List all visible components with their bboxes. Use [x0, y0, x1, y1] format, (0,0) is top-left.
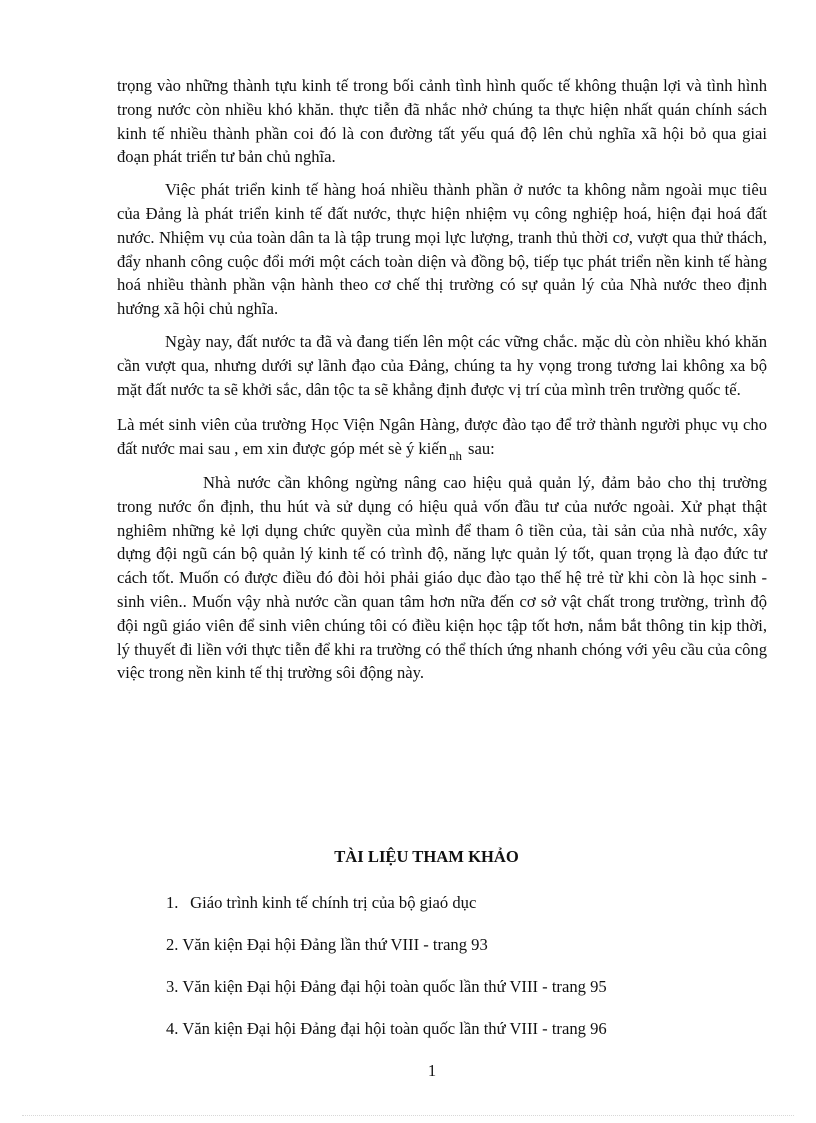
- paragraph-today: Ngày nay, đất nước ta đã và đang tiến lên một các vững chắc. mặc dù còn nhiều khó khăn cần vượt qua, nhưng dưới sự lãnh đạo của Đảng, chúng ta hy vọng trong tương lai không xa bộ mặt đất nước ta sẽ khởi sắc, dân tộc ta sẽ khẳng định được vị trí của mình trên trường quốc tế.: [117, 331, 767, 399]
- reference-item: [166, 892, 766, 934]
- student-opinion-text: Là mét sinh viên của trường Học Viện Ngân Hàng, được đào tạo để trở thành người phục vụ cho đất nước mai sau , em xin được góp mét sè ý kiến: [117, 415, 767, 459]
- reference-text: Văn kiện Đại hội Đảng đại hội toàn quốc lần thứ VIII - trang 96: [182, 1019, 607, 1038]
- student-opinion-subscript: nh: [449, 448, 463, 464]
- paragraph-achievements: trọng vào những thành tựu kinh tế trong bối cảnh tình hình quốc tế không thuận lợi và tình hình trong nước còn nhiều khó khăn. thực tiễn đã nhắc nhở chúng ta thực hiện nhất quán chính sách kinh tế nhiều thành phần coi đó là con đường tất yếu quá độ lên chủ nghĩa xã hội bỏ qua giai đoạn phát triển tư bản chủ nghĩa.: [117, 76, 767, 167]
- reference-text: Văn kiện Đại hội Đảng đại hội toàn quốc lần thứ VIII - trang 95: [182, 977, 607, 996]
- paragraph-student-opinion: [117, 413, 767, 462]
- reference-text: Văn kiện Đại hội Đảng lần thứ VIII - trang 93: [182, 935, 488, 954]
- student-opinion-tail: sau:: [468, 439, 495, 459]
- reference-item: [166, 934, 766, 976]
- page-number: 1: [427, 1061, 437, 1080]
- body-text: [117, 74, 767, 694]
- reference-number: 4.: [166, 1019, 179, 1038]
- paragraph-multi-sector-economy: Việc phát triển kinh tế hàng hoá nhiều thành phần ở nước ta không nằm ngoài mục tiêu của Đảng là phát triển kinh tế đất nước, thực hiện nhiệm vụ công nghiệp hoá, hiện đại hoá đất nước. Nhiệm vụ của toàn dân ta là tập trung mọi lực lượng, tranh thủ thời cơ, vượt qua thử thách, đẩy nhanh công cuộc đổi mới một cách toàn diện và đồng bộ, tiếp tục phát triển nền kinh tế hàng hoá nhiều thành phần vận hành theo cơ chế thị trường có sự quản lý của Nhà nước theo định hướng xã hội chủ nghĩa.: [117, 180, 767, 319]
- reference-number: 2.: [166, 935, 179, 954]
- reference-item: [166, 1018, 766, 1060]
- references-title: TÀI LIỆU THAM KHẢO: [334, 847, 519, 866]
- page-bottom-divider: [22, 1115, 794, 1116]
- reference-item: [166, 976, 766, 1018]
- references-list: [166, 892, 766, 1060]
- reference-number: 1.: [166, 893, 179, 912]
- reference-text: Giáo trình kinh tế chính trị của bộ giaó dục: [190, 893, 477, 912]
- reference-number: 3.: [166, 977, 179, 996]
- paragraph-proposal: Nhà nước cần không ngừng nâng cao hiệu quả quản lý, đảm bảo cho thị trường trong nước ổn định, thu hút và sử dụng có hiệu quả vốn đầu tư của nước ngoài. Xử phạt thật nghiêm những kẻ lợi dụng chức quyền của mình để tham ô tiền của, tài sản của nhà nước, xây dựng đội ngũ cán bộ quản lý kinh tế có trình độ, năng lực quản lý tốt, quan trọng là đạo đức tư cách tốt. Muốn có được điều đó đòi hỏi phải giáo dục đào tạo thế hệ trẻ từ khi còn là học sinh - sinh viên.. Muốn vậy nhà nước cần quan tâm hơn nữa đến cơ sở vật chất trong trường, trình độ đội ngũ giáo viên để sinh viên chúng tôi có điều kiện học tập tốt hơn, nắm bắt thông tin kịp thời, lý thuyết đi liền với thực tiễn để khi ra trường có thể thích ứng nhanh chóng với yêu cầu của công việc trong nền kinh tế thị trường sôi động này.: [117, 472, 767, 683]
